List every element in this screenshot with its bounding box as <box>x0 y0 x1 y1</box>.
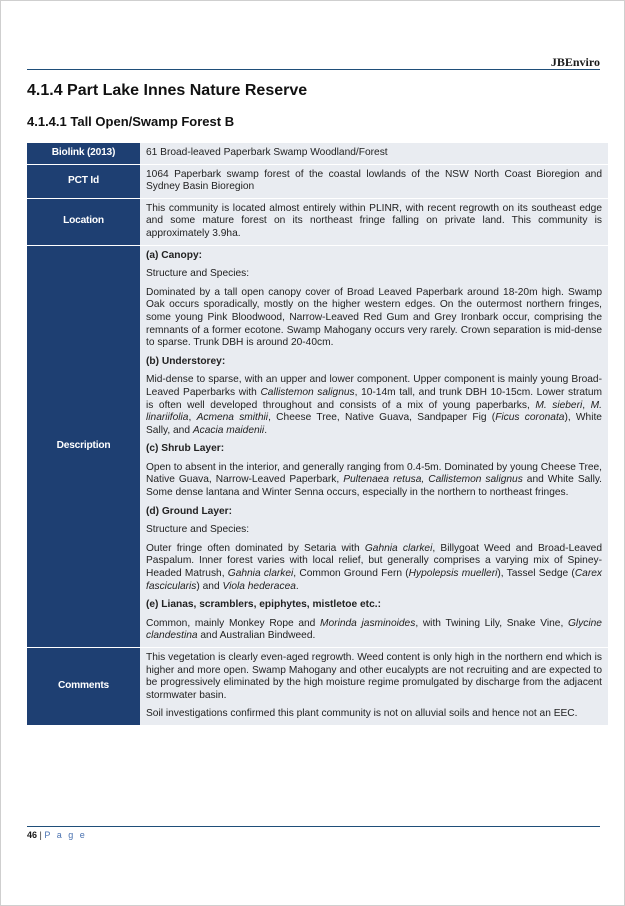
ground-text: Outer fringe often dominated by Setaria with Gahnia clarkei, Billygoat Weed and Broad-Leaved Paspalum. Inner forest varies with local relief, but generally comprises a varying mix of Spiney-Headed Matrush, Gahnia clarkei, Common Ground Fern (Hypolepsis muelleri), Tassel Sedge (Carex fascicularis) and Viola hederacea. <box>146 542 602 592</box>
label-description: Description <box>27 245 140 647</box>
table-row-description <box>27 245 608 647</box>
header-divider <box>27 69 600 70</box>
footer-page-number: 46 | P a g e <box>27 830 87 840</box>
footer-divider <box>27 826 600 827</box>
header-brand-logo: JBEnviro <box>550 55 600 69</box>
value-biolink: 61 Broad-leaved Paperbark Swamp Woodland/Forest <box>140 143 608 164</box>
canopy-heading: (a) Canopy: <box>146 249 203 261</box>
comments-paragraph-2: Soil investigations confirmed this plant community is not on alluvial soils and hence not an EEC. <box>146 708 578 720</box>
comments-paragraph-1: This vegetation is clearly even-aged regrowth. Weed content is only high in the northern end which is higher and more open. Swamp Mahogany and other eucalypts are not recruiting and are expected to be progressively eliminated by the high moisture regime promulgated by discharge from the adjacent stormwater basin. <box>146 652 602 701</box>
section-title: 4.1.4 Part Lake Innes Nature Reserve <box>27 82 308 99</box>
label-biolink: Biolink (2013) <box>27 143 140 164</box>
ground-intro: Structure and Species: <box>146 524 250 536</box>
value-pct: 1064 Paperbark swamp forest of the coastal lowlands of the NSW North Coast Bioregion and Sydney Basin Bioregion <box>140 164 608 198</box>
vegetation-info-table <box>27 143 608 726</box>
label-comments: Comments <box>27 648 140 726</box>
lianas-text: Common, mainly Monkey Rope and Morinda jasminoides, with Twining Lily, Snake Vine, Glycine clandestina and Australian Bindweed. <box>146 617 602 642</box>
label-pct: PCT Id <box>27 164 140 198</box>
value-comments <box>140 648 608 726</box>
shrub-heading: (c) Shrub Layer: <box>146 443 225 455</box>
table-row-location <box>27 198 608 245</box>
subsection-title: 4.1.4.1 Tall Open/Swamp Forest B <box>27 114 235 129</box>
value-description <box>140 245 608 647</box>
value-location: This community is located almost entirely within PLINR, with recent regrowth on its southeast edge and some mature forest on its northeast fringe falling on private land. This community is approximately 3.9ha. <box>140 198 608 245</box>
table-row-pct <box>27 164 608 198</box>
table-row-biolink <box>27 143 608 164</box>
canopy-text: Dominated by a tall open canopy cover of Broad Leaved Paperbark around 18-20m high. Swamp Oak occurs sporadically, mostly on the higher western edges. On the outermost northern fringes, some young Pink Bloodwood, Narrow-Leaved Red Gum and Grey Ironbark occur, comprising the remnants of a former ecotone. Swamp Mahogany occurs very rarely. Crown separation is mid-dense to sparse. Trunk DBH is around 20-40cm. <box>146 286 602 349</box>
canopy-intro: Structure and Species: <box>146 268 250 280</box>
understorey-text: Mid-dense to sparse, with an upper and lower component. Upper component is mainly young Broad-Leaved Paperbarks with Callistemon salignus, 10-14m tall, and trunk DBH 10-15cm. Lower stratum is often well developed throughout and consists of a mix of young paperbarks, M. sieberi, M. linariifolia, Acmena smithii, Cheese Tree, Native Guava, Sandpaper Fig (Ficus coronata), White Sally, and Acacia maidenii. <box>146 374 602 436</box>
label-location: Location <box>27 198 140 245</box>
lianas-heading: (e) Lianas, scramblers, epiphytes, mistletoe etc.: <box>146 599 381 611</box>
understorey-heading: (b) Understorey: <box>146 355 226 367</box>
shrub-text: Open to absent in the interior, and generally ranging from 0.4-5m. Dominated by young Cheese Tree, Native Guava, Narrow-Leaved Paperbark, Pultenaea retusa, Callistemon salignus and White Sally. Some dense lantana and Winter Senna occurs, especially in the northern to northeast fringes. <box>146 461 602 499</box>
table-row-comments <box>27 648 608 726</box>
ground-heading: (d) Ground Layer: <box>146 505 233 517</box>
